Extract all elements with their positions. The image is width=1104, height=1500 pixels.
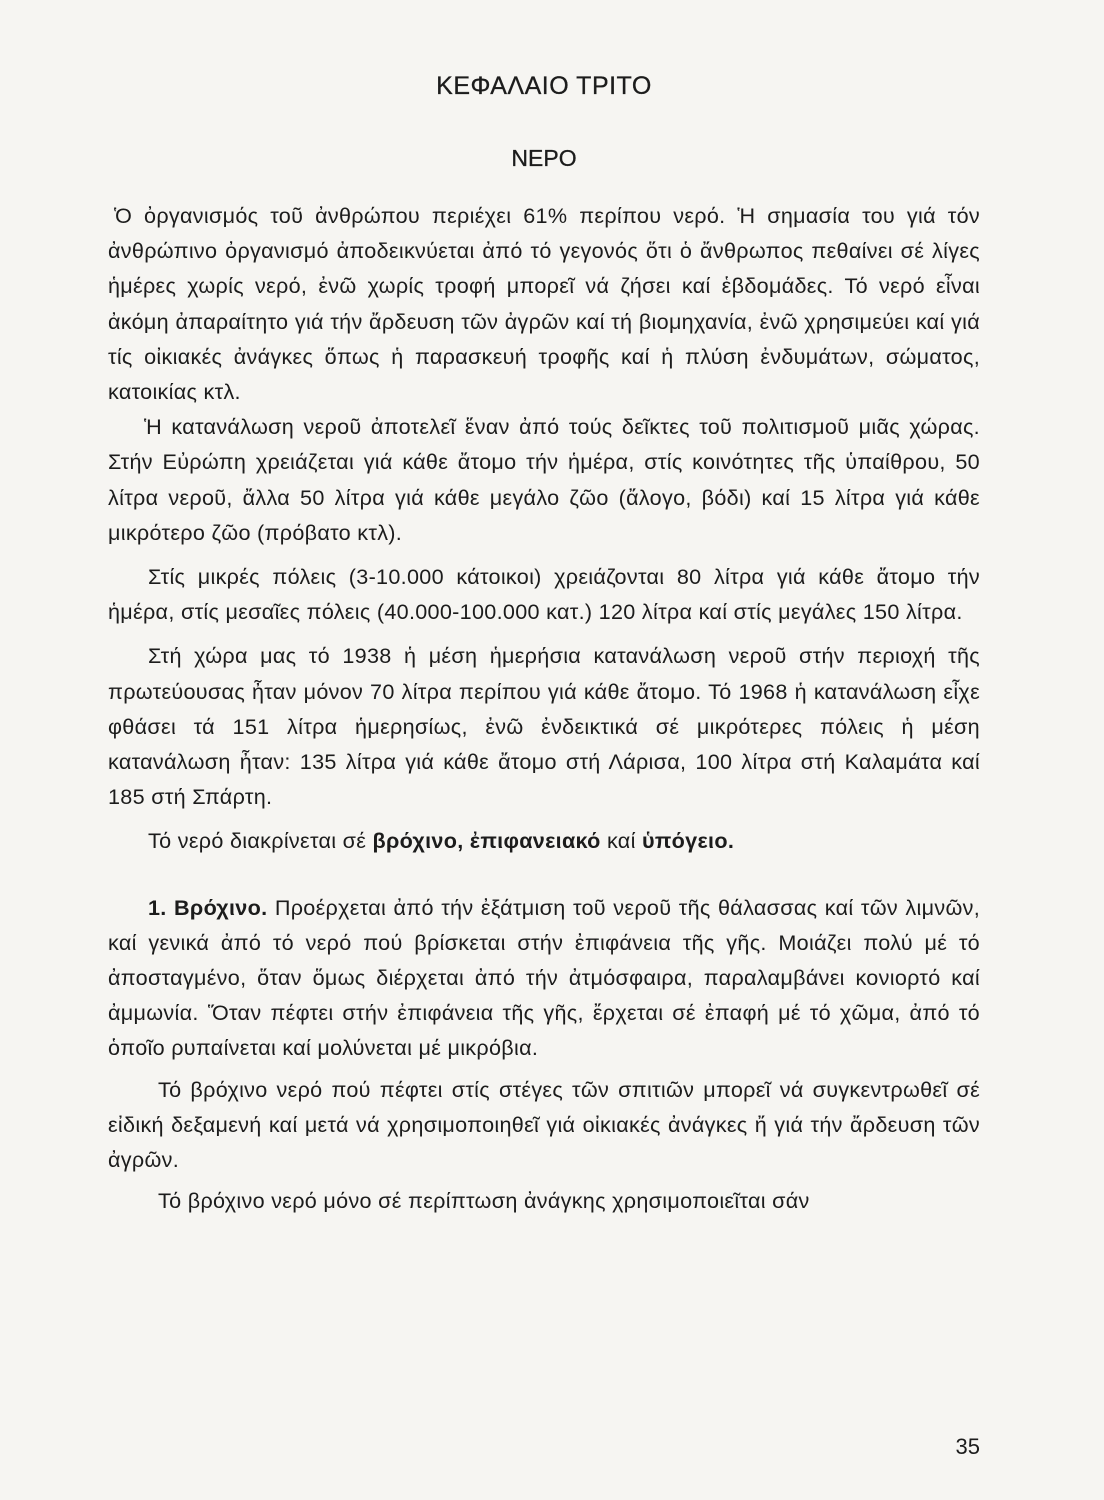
paragraph-consumption-index: Ἡ κατανάλωση νεροῦ ἀποτελεῖ ἕναν ἀπό τούς δεῖκτες τοῦ πολιτισμοῦ μιᾶς χώρας. Στήν Εὐρώπη χρειάζεται γιά κάθε ἄτομο τήν ἡμέρα, στίς κοινότητες τῆς ὑπαίθρου, 50 λίτρα νεροῦ, ἄλλα 50 λίτρα γιά κάθε μεγάλο ζῶο (ἄλογο, βόδι) καί 15 λίτρα γιά κάθε μικρότερο ζῶο (πρόβατο κτλ).: [108, 414, 980, 545]
page-number: 35: [955, 1434, 980, 1459]
section-title: ΝΕΡΟ: [511, 145, 577, 171]
paragraph-rainwater-collection: Τό βρόχινο νερό πού πέφτει στίς στέγες τῶν σπιτιῶν μπορεῖ νά συγκεντρωθεῖ σέ εἰδική δεξαμενή καί μετά νά χρησιμοποιηθεῖ γιά οἰκιακές ἀνάγκες ἤ γιά τήν ἄρδευση τῶν ἀγρῶν.: [108, 1076, 980, 1173]
paragraph-greece-consumption: Στή χώρα μας τό 1938 ἡ μέση ἡμερήσια κατανάλωση νεροῦ στήν περιοχή τῆς πρωτεύουσας ἦταν μόνον 70 λίτρα περίπου γιά κάθε ἄτομο. Τό 1968 ἡ κατανάλωση εἶχε φθάσει τά 151 λίτρα ἡμερησίως, ἐνῶ ἐνδεικτικά σέ μικρότερες πόλεις ἡ μέση κατανάλωση ἦταν: 135 λίτρα γιά κάθε ἄτομο στή Λάρισα, 100 λίτρα στή Καλαμάτα καί 185 στή Σπάρτη.: [108, 643, 980, 810]
water-types-bold: βρόχινο, ἐπιφανειακό: [372, 828, 601, 854]
chapter-title: ΚΕΦΑΛΑΙΟ ΤΡΙΤΟ: [436, 72, 652, 100]
water-types-text: Τό νερό διακρίνεται σέ: [148, 828, 373, 854]
rainwater-text: Προέρχεται ἀπό τήν ἐξάτμιση τοῦ νεροῦ τῆς θάλασσας καί τῶν λιμνῶν, καί γενικά ἀπό τό νερό πού βρίσκεται στήν ἐπιφάνεια τῆς γῆς. Μοιάζει πολύ μέ τό ἀποσταγμένο, ὅταν ὅμως διέρχεται ἀπό τήν ἀτμόσφαιρα, παραλαμβάνει κονιορτό καί ἀμμωνία. Ὅταν πέφτει στήν ἐπιφάνεια τῆς γῆς, ἔρχεται σέ ἐπαφή μέ τό χῶμα, ἀπό τό ὁποῖο ρυπαίνεται καί μολύνεται μέ μικρόβια.: [108, 894, 980, 1061]
water-types-bold-2: ὑπόγειο.: [641, 828, 735, 854]
water-types-connector: καί: [600, 828, 642, 854]
paragraph-city-consumption: Στίς μικρές πόλεις (3-10.000 κάτοικοι) χρειάζονται 80 λίτρα γιά κάθε ἄτομο τήν ἡμέρα, στίς μεσαῖες πόλεις (40.000-100.000 κατ.) 120 λίτρα καί στίς μεγάλες 150 λίτρα.: [108, 564, 980, 625]
paragraph-water-importance: Ὁ ὀργανισμός τοῦ ἀνθρώπου περιέχει 61% περίπου νερό. Ἡ σημασία του γιά τόν ἀνθρώπινο ὀργανισμό ἀποδεικνύεται ἀπό τό γεγονός ὅτι ὁ ἄνθρωπος πεθαίνει σέ λίγες ἡμέρες χωρίς νερό, ἐνῶ χωρίς τροφή μπορεῖ νά ζήσει καί ἑβδομάδες. Τό νερό εἶναι ἀκόμη ἀπαραίτητο γιά τήν ἄρδευση τῶν ἀγρῶν καί τή βιομηχανία, ἐνῶ χρησιμεύει καί γιά τίς οἰκιακές ἀνάγκες ὅπως ἡ παρασκευή τροφῆς καί ἡ πλύση ἐνδυμάτων, σώματος, κατοικίας κτλ.: [108, 203, 980, 405]
paragraph-rainwater-use: Τό βρόχινο νερό μόνο σέ περίπτωση ἀνάγκης χρησιμοποιεῖται σάν: [158, 1188, 810, 1214]
paragraph-rainwater: [108, 890, 980, 1066]
rainwater-heading: 1. Βρόχινο.: [148, 894, 268, 920]
paragraph-water-types: [108, 823, 980, 858]
page-content: [108, 66, 980, 1218]
